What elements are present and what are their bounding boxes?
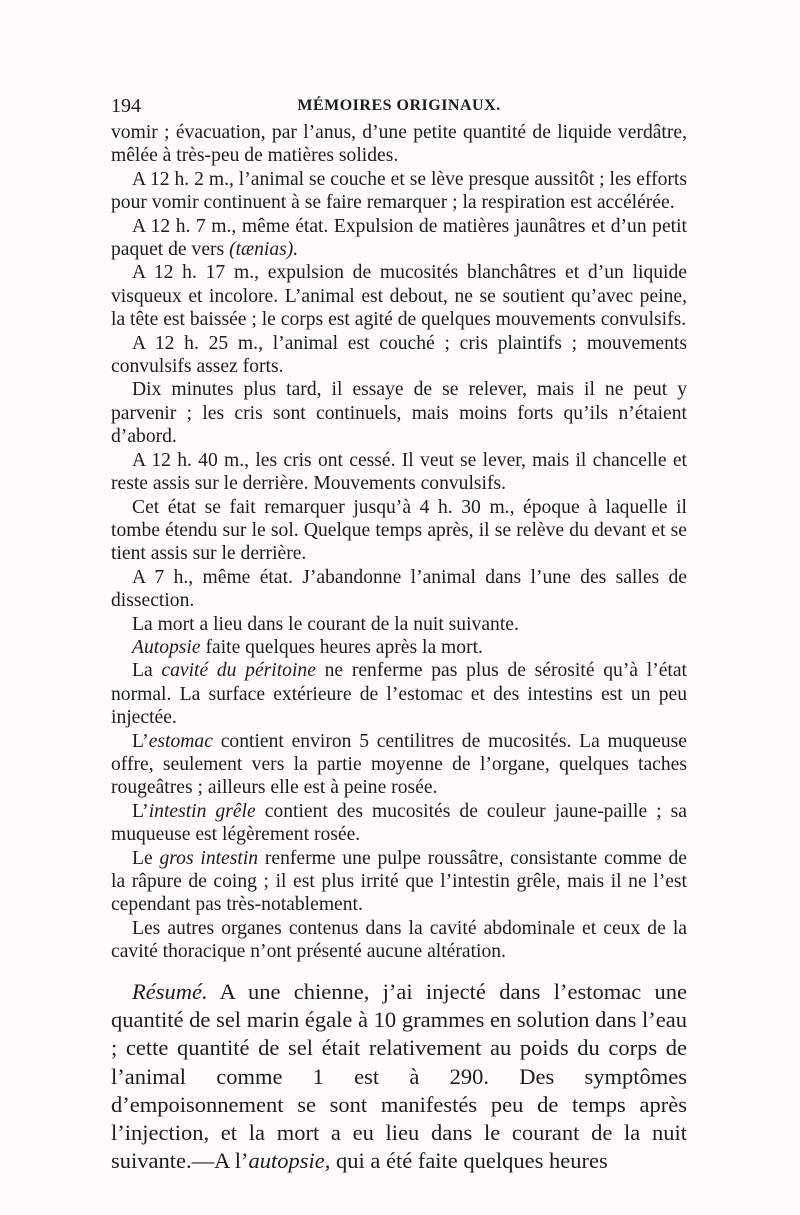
paragraph-text: renferme une pulpe roussâtre, consistante comme de la râpure de coing ; il est plus irrité que l’intestin grêle, mais il ne l’est cependant pas très-notablement. bbox=[111, 847, 687, 916]
italic-term: gros intestin bbox=[159, 847, 259, 869]
paragraph-text: A 12 h. 7 m., même état. Expulsion de matières jaunâtres et d’un petit paquet de vers bbox=[111, 215, 687, 261]
paragraph-peritoine bbox=[111, 659, 687, 729]
resume-label: Résumé. bbox=[132, 978, 208, 1004]
paragraph-autopsie bbox=[111, 636, 687, 659]
paragraph: La mort a lieu dans le courant de la nuit suivante. bbox=[132, 613, 519, 635]
paragraph-text: faite quelques heures après la mort. bbox=[200, 636, 483, 658]
resume-paragraph bbox=[111, 978, 687, 1176]
running-title: MÉMOIRES ORIGINAUX. bbox=[297, 97, 501, 114]
paragraph-text: L’ bbox=[132, 800, 149, 822]
italic-term: autopsie, bbox=[248, 1148, 331, 1174]
resume-text: qui a été faite quelques heures bbox=[330, 1148, 608, 1174]
body-text bbox=[111, 121, 687, 964]
paragraph-intestin-grele bbox=[111, 800, 687, 847]
italic-term: intestin grêle bbox=[148, 800, 256, 822]
paragraph-text: ne renferme pas plus de sérosité qu’à l’état normal. La surface extérieure de l’estomac et des intestins est un peu injectée. bbox=[111, 660, 687, 729]
paragraph-estomac bbox=[111, 730, 687, 800]
italic-term: (tænias). bbox=[229, 239, 299, 261]
resume-section bbox=[111, 978, 687, 1176]
resume-text: A une chienne, j’ai injecté dans l’estomac une quantité de sel marin égale à 10 grammes en solution dans l’eau ; cette quantité de sel était relativement au poids du corps de l’animal comme 1 est à 290. Des symptômes d’empoisonnement se sont manifestés peu de temps après l’injection, et la mort a eu lieu dans le courant de la nuit suivante.—A l’ bbox=[111, 978, 687, 1174]
paragraph: vomir ; évacuation, par l’anus, d’une petite quantité de liquide verdâtre, mêlée à très-peu de matières solides. bbox=[111, 122, 687, 167]
italic-term: estomac bbox=[148, 730, 213, 752]
paragraph: A 12 h. 17 m., expulsion de mucosités blanchâtres et d’un liquide visqueux et incolore. L’animal est debout, ne se soutient qu’avec peine, la tête est baissée ; le corps est agité de quelques mouvements convulsifs. bbox=[111, 262, 687, 331]
page-number: 194 bbox=[111, 95, 141, 117]
paragraph: A 12 h. 40 m., les cris ont cessé. Il veut se lever, mais il chancelle et reste assis sur le derrière. Mouvements convulsifs. bbox=[111, 449, 687, 495]
paragraph: Dix minutes plus tard, il essaye de se relever, mais il ne peut y parvenir ; les cris sont continuels, mais moins forts qu’ils n’étaient d’abord. bbox=[111, 379, 687, 448]
paragraph: Les autres organes contenus dans la cavité abdominale et ceux de la cavité thoracique n’ont présenté aucune altération. bbox=[111, 917, 687, 963]
paragraph: A 7 h., même état. J’abandonne l’animal dans l’une des salles de dissection. bbox=[111, 566, 687, 612]
paragraph: A 12 h. 25 m., l’animal est couché ; cris plaintifs ; mouvements convulsifs assez forts. bbox=[111, 332, 687, 378]
paragraph: A 12 h. 2 m., l’animal se couche et se lève presque aussitôt ; les efforts pour vomir continuent à se faire remarquer ; la respiration est accélérée. bbox=[111, 168, 687, 214]
paragraph-text: contient des mucosités de couleur jaune-paille ; sa muqueuse est légèrement rosée. bbox=[111, 800, 687, 846]
paragraph: Cet état se fait remarquer jusqu’à 4 h. 30 m., époque à laquelle il tombe étendu sur le sol. Quelque temps après, il se relève du devant et se tient assis sur le derrière. bbox=[111, 496, 687, 565]
paragraph-text: Le bbox=[132, 847, 160, 869]
page-header bbox=[111, 95, 687, 121]
document-page bbox=[111, 95, 687, 1176]
italic-term: cavité du péritoine bbox=[161, 660, 316, 682]
paragraph-text: La bbox=[132, 660, 162, 682]
paragraph-text: L’ bbox=[132, 730, 149, 752]
paragraph-text: contient environ 5 centilitres de mucosités. La muqueuse offre, seulement vers la partie moyenne de l’organe, quelques taches rougeâtres ; ailleurs elle est à peine rosée. bbox=[111, 730, 687, 799]
italic-term: Autopsie bbox=[132, 636, 201, 658]
paragraph bbox=[111, 215, 687, 262]
paragraph-gros-intestin bbox=[111, 847, 687, 917]
